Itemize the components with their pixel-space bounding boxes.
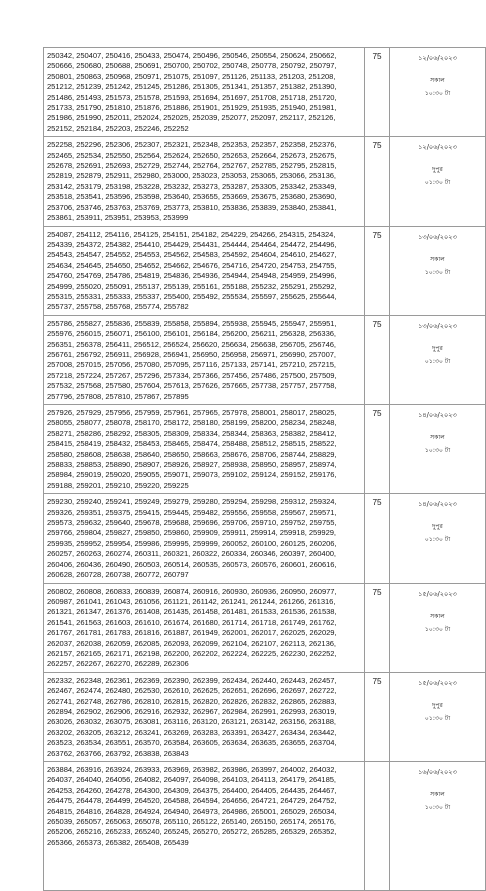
- table-row: [44, 672, 486, 761]
- exam-time: ১০:৩০ টা: [424, 804, 451, 811]
- candidate-count: 75: [372, 52, 382, 61]
- roll-numbers: 257926, 257929, 257956, 257959, 257961, 257965, 257978, 258001, 258017, 258025, 258055, 258077, 258078, 258170, 258172, 258180, 258199, 258200, 258234, 258248, 258271, 258286, 258292, 258305, 258309, 258334, 258344, 258363, 258382, 258412, 258415, 258419, 258432, 258453, 258465, 258474, 258488, 258512, 258515, 258522, 258580, 258608, 258638, 258640, 258650, 258663, 258676, 258706, 258744, 258829, 258833, 258853, 258890, 258907, 258926, 258927, 258938, 258950, 258957, 258974, 258984, 259019, 259020, 259055, 259071, 259073, 259102, 259124, 259152, 259176, 259188, 259201, 259210, 259220, 259225: [47, 408, 337, 490]
- table-row: [44, 315, 486, 404]
- roll-numbers: 255786, 255827, 255836, 255839, 255858, 255894, 255938, 255945, 255947, 255951, 255976, 256015, 256071, 256100, 256101, 256184, 256200, 256211, 256328, 256336, 256351, 256378, 256411, 256512, 256524, 256620, 256634, 256638, 256705, 256746, 256761, 256792, 256911, 256928, 256941, 256950, 256958, 256971, 256990, 257007, 257008, 257015, 257056, 257080, 257095, 257116, 257133, 257141, 257210, 257215, 257218, 257224, 257267, 257296, 257334, 257366, 257456, 257486, 257500, 257509, 257532, 257568, 257580, 257604, 257613, 257626, 257665, 257738, 257757, 257758, 257796, 257808, 257810, 257867, 257895: [47, 318, 337, 401]
- exam-date: ১২/০৬/২০২৩: [418, 54, 457, 62]
- exam-time: ০১:৩০ টা: [424, 179, 451, 187]
- roll-numbers: 254087, 254112, 254116, 254125, 254151, 254182, 254229, 254266, 254315, 254324, 254339, 254372, 254382, 254410, 254429, 254431, 254444, 254464, 254472, 254496, 254543, 254547, 254552, 254553, 254562, 254583, 254592, 254604, 254610, 254627, 254634, 254645, 254650, 254652, 254662, 254676, 254716, 254720, 254753, 254755, 254760, 254769, 254786, 254819, 254836, 254936, 254944, 254948, 254959, 254996, 254999, 255020, 255091, 255137, 255139, 255161, 255188, 255232, 255291, 255292, 255315, 255331, 255333, 255337, 255400, 255492, 255534, 255597, 255625, 255644, 255737, 255758, 255768, 255774, 255782: [47, 229, 337, 312]
- exam-time: ১০:৩০ টা: [424, 268, 451, 276]
- roll-numbers: 260802, 260808, 260833, 260839, 260874, 260916, 260930, 260936, 260950, 260977, 260987, 261041, 261043, 261056, 261121, 261142, 261241, 261244, 261266, 261316, 261321, 261347, 261376, 261408, 261435, 261458, 261481, 261533, 261536, 261538, 261541, 261563, 261603, 261610, 261674, 261680, 261714, 261718, 261749, 261762, 261767, 261781, 261783, 261816, 261887, 261949, 262001, 262017, 262025, 262029, 262037, 262038, 262059, 262085, 262093, 262099, 262104, 262107, 262113, 262136, 262157, 262165, 262171, 262198, 262200, 262202, 262224, 262225, 262230, 262252, 262257, 262267, 262270, 262289, 262306: [47, 586, 337, 669]
- schedule-cell: [390, 405, 486, 494]
- schedule-cell: [390, 762, 486, 891]
- exam-time: ০১:৩০ টা: [424, 357, 451, 365]
- roll-numbers: 263884, 263916, 263924, 263933, 263969, 263982, 263986, 263997, 264002, 264032, 264037, 264040, 264056, 264082, 264097, 264098, 264103, 264113, 264179, 264185, 264253, 264260, 264278, 264300, 264309, 264375, 264400, 264405, 264435, 264467, 264475, 264478, 264499, 264520, 264588, 264594, 264656, 264721, 264729, 264752, 264815, 264816, 264828, 264924, 264940, 264973, 264986, 265001, 265029, 265034, 265039, 265057, 265063, 265078, 265110, 265122, 265140, 265150, 265174, 265176, 265206, 265216, 265233, 265240, 265245, 265270, 265272, 265285, 265329, 265352, 265366, 265373, 265382, 265408, 265439: [47, 765, 337, 847]
- table-row: [44, 762, 486, 891]
- table-row: [44, 494, 486, 583]
- exam-time: ১০:৩০ টা: [424, 447, 451, 454]
- candidate-count: 75: [372, 587, 382, 597]
- exam-shift: সকাল: [430, 612, 445, 620]
- roll-numbers: 262332, 262348, 262361, 262369, 262390, 262399, 262434, 262440, 262443, 262457, 262467, 262474, 262480, 262530, 262610, 262625, 262651, 262696, 262697, 262722, 262741, 262748, 262786, 262810, 262815, 262820, 262826, 262832, 262865, 262883, 262894, 262902, 262906, 262916, 262932, 262967, 262984, 262991, 262993, 263019, 263026, 263032, 263075, 263081, 263116, 263120, 263121, 263142, 263156, 263188, 263202, 263205, 263212, 263241, 263269, 263283, 263391, 263427, 263434, 263442, 263523, 263534, 263551, 263570, 263584, 263605, 263634, 263635, 263655, 263704, 263762, 263766, 263792, 263838, 263843: [47, 675, 337, 758]
- exam-date: ১৪/০৬/২০২৩: [418, 500, 457, 509]
- exam-date: ১৩/০৬/২০২৩: [418, 232, 457, 241]
- exam-shift: সকাল: [430, 77, 445, 84]
- exam-date: ১৬/০৬/২০২৩: [418, 768, 457, 776]
- candidate-count-cell: [365, 672, 390, 761]
- schedule-cell: [390, 672, 486, 761]
- exam-shift: সকাল: [430, 255, 445, 263]
- roll-list-cell: [44, 672, 365, 761]
- roll-list-cell: [44, 762, 365, 891]
- table-row: [44, 48, 486, 137]
- roll-list-cell: [44, 48, 365, 137]
- candidate-count-cell: [365, 762, 390, 891]
- candidate-count: 75: [372, 676, 382, 686]
- candidate-count-cell: [365, 315, 390, 404]
- exam-time: ০১:৩০ টা: [424, 714, 451, 722]
- exam-schedule-page: [43, 47, 482, 847]
- exam-schedule-table: [43, 47, 486, 891]
- roll-list-cell: [44, 315, 365, 404]
- exam-shift: সকাল: [430, 791, 445, 798]
- candidate-count-cell: [365, 137, 390, 226]
- candidate-count: 75: [372, 230, 382, 240]
- exam-shift: দুপুর: [432, 166, 443, 174]
- candidate-count-cell: [365, 494, 390, 583]
- exam-date: ১২/০৬/২০২৩: [418, 143, 457, 152]
- exam-shift: সকাল: [430, 434, 445, 441]
- roll-list-cell: [44, 494, 365, 583]
- candidate-count-cell: [365, 583, 390, 672]
- table-row: [44, 583, 486, 672]
- exam-date: ১৩/০৬/২০২৩: [418, 321, 457, 330]
- table-row: [44, 137, 486, 226]
- roll-list-cell: [44, 583, 365, 672]
- roll-numbers: 259230, 259240, 259241, 259249, 259279, 259280, 259294, 259298, 259312, 259324, 259326, 259351, 259375, 259415, 259445, 259482, 259556, 259558, 259567, 259571, 259573, 259632, 259640, 259678, 259688, 259696, 259706, 259710, 259752, 259755, 259766, 259804, 259827, 259850, 259860, 259909, 259911, 259914, 259918, 259929, 259935, 259952, 259954, 259986, 259995, 259999, 260052, 260100, 260125, 260206, 260257, 260263, 260274, 260311, 260321, 260322, 260334, 260346, 260397, 260400, 260406, 260436, 260490, 260503, 260514, 260535, 260573, 260576, 260601, 260616, 260628, 260728, 260738, 260772, 260797: [47, 497, 337, 580]
- schedule-cell: [390, 315, 486, 404]
- exam-date: ১৫/০৬/২০২৩: [418, 678, 457, 687]
- exam-time: ১০:৩০ টা: [424, 625, 451, 633]
- schedule-cell: [390, 226, 486, 315]
- roll-numbers: 252258, 252296, 252306, 252307, 252321, 252348, 252353, 252357, 252358, 252376, 252465, 252534, 252550, 252564, 252624, 252650, 252653, 252664, 252673, 252675, 252678, 252691, 252693, 252729, 252744, 252764, 252767, 252785, 252795, 252815, 252819, 252879, 252911, 252980, 253000, 253023, 253053, 253065, 253066, 253136, 253142, 253179, 253198, 253228, 253232, 253273, 253287, 253305, 253342, 253349, 253518, 253541, 253596, 253598, 253640, 253655, 253669, 253675, 253680, 253690, 253706, 253746, 253763, 253769, 253773, 253810, 253836, 253839, 253840, 253841, 253861, 253911, 253951, 253953, 253999: [47, 140, 337, 223]
- schedule-cell: [390, 137, 486, 226]
- exam-shift: দুপুর: [432, 523, 443, 531]
- schedule-cell: [390, 494, 486, 583]
- table-row: [44, 405, 486, 494]
- candidate-count: 75: [372, 498, 382, 508]
- candidate-count: [365, 762, 389, 766]
- candidate-count-cell: [365, 405, 390, 494]
- candidate-count: 75: [372, 319, 382, 329]
- candidate-count-cell: [365, 226, 390, 315]
- roll-numbers: 250342, 250407, 250416, 250433, 250474, 250496, 250546, 250554, 250624, 250662, 250666, 250680, 250688, 250691, 250700, 250702, 250748, 250778, 250792, 250797, 250801, 250863, 250968, 250971, 251075, 251097, 251126, 251133, 251203, 251208, 251212, 251239, 251242, 251245, 251286, 251305, 251341, 251357, 251382, 251390, 251486, 251493, 251573, 251578, 251593, 251694, 251697, 251708, 251718, 251720, 251733, 251790, 251810, 251876, 251886, 251901, 251929, 251935, 251940, 251981, 251986, 251990, 252011, 252024, 252025, 252039, 252077, 252097, 252117, 252126, 252152, 252184, 252203, 252246, 252252: [47, 51, 337, 133]
- exam-shift: দুপুর: [432, 344, 443, 352]
- exam-time: ১০:৩০ টা: [424, 90, 451, 97]
- candidate-count: 75: [372, 141, 382, 151]
- exam-date: ১৫/০৬/২০২৩: [418, 589, 457, 598]
- table-row: [44, 226, 486, 315]
- roll-list-cell: [44, 226, 365, 315]
- candidate-count-cell: [365, 48, 390, 137]
- schedule-cell: [390, 583, 486, 672]
- exam-date: ১৪/০৬/২০২৩: [418, 411, 457, 419]
- schedule-cell: [390, 48, 486, 137]
- roll-list-cell: [44, 137, 365, 226]
- exam-shift: দুপুর: [432, 701, 443, 709]
- exam-time: ০১:৩০ টা: [424, 536, 451, 544]
- candidate-count: 75: [372, 409, 382, 418]
- roll-list-cell: [44, 405, 365, 494]
